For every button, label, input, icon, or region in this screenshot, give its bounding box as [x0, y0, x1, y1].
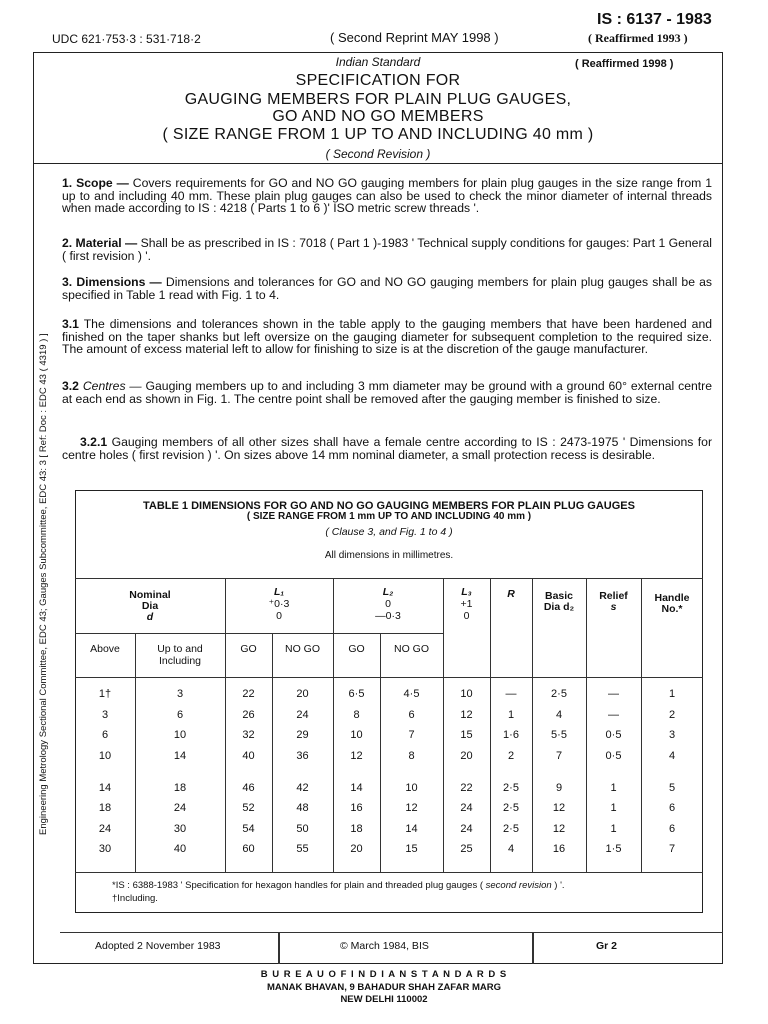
table-clause: ( Clause 3, and Fig. 1 to 4 )	[325, 526, 453, 538]
table-cell: 14	[405, 823, 418, 835]
head-l3-tol-upper: +1	[460, 598, 473, 610]
table-cell: 14	[173, 750, 187, 762]
table-cell: 12	[552, 802, 566, 814]
table-cell: 7	[668, 843, 676, 855]
section-dimensions-heading: 3. Dimensions —	[62, 275, 162, 289]
bis-city: NEW DELHI 110002	[340, 994, 428, 1005]
table-cell: 6	[408, 709, 415, 721]
section-scope-text: Covers requirements for GO and NO GO gauging members for plain plug gauges in the size range from 1 up to and including 40 mm. These plain plug gauges can also be used to check the minor diameter of internal threads when made according to IS : 4218 ( Parts 1 to 6 )' ISO metric screw threads '.	[62, 176, 713, 215]
table-cell: 16	[350, 802, 363, 814]
head-l1-go: GO	[240, 643, 257, 655]
section-dimensions-text: Dimensions and tolerances for GO and NO GO gauging members for plain plug gauges shall be as specified in Table 1 read with Fig. 1 to 4.	[62, 275, 713, 302]
adopted-date: Adopted 2 November 1983	[95, 940, 221, 952]
footnote-1-italic: second revision	[485, 880, 552, 891]
table-cell: 26	[242, 709, 255, 721]
head-dia: Dia	[141, 600, 159, 612]
table-cell: 24	[296, 709, 309, 721]
section-3-1	[62, 318, 712, 356]
table-cell: 24	[98, 823, 112, 835]
section-3-1-heading: 3.1	[62, 317, 79, 331]
table-cell: 40	[173, 843, 187, 855]
table-footnote-2: †Including.	[112, 893, 158, 904]
table-footnote-1	[112, 880, 565, 891]
indian-standard-label: Indian Standard	[335, 55, 421, 69]
table-cell: 12	[350, 750, 363, 762]
head-r: R	[507, 588, 515, 600]
table-cell: —	[608, 709, 619, 721]
table-cell: 3	[668, 729, 676, 741]
table-cell: 2	[668, 709, 676, 721]
table-cell: 46	[242, 782, 255, 794]
table-cell: 30	[98, 843, 112, 855]
head-relief: Relief	[599, 590, 628, 602]
table-rule-header-bottom	[75, 677, 703, 678]
table-cell: 1	[507, 709, 515, 721]
table-cell: 15	[460, 729, 473, 741]
head-upto: Up to and	[157, 643, 203, 655]
head-l1-tol-upper: ⁺0·3	[268, 598, 290, 610]
committee-side-note: Engineering Metrology Sectional Committee, EDC 43; Gauges Subcommittee, EDC 43: 3 [ Ref: Doc : EDC 43 ( 4319 ) ]	[38, 333, 49, 835]
section-3-2-heading: 3.2	[62, 379, 79, 393]
table-cell: 10	[98, 750, 112, 762]
table-cell: 1†	[98, 688, 112, 700]
table-cell: 20	[460, 750, 473, 762]
head-l1-tol-lower: 0	[276, 610, 282, 622]
table-cell: 52	[242, 802, 255, 814]
section-3-2-text: Gauging members up to and including 3 mm diameter may be ground with a ground 60° external centre at each end as shown in Fig. 1. The centre point shall be removed after the gauging member is finished to size.	[62, 379, 712, 406]
title-line-2: GAUGING MEMBERS FOR PLAIN PLUG GAUGES,	[184, 91, 572, 108]
table-cell: 1	[668, 688, 676, 700]
head-l1: L₁	[273, 586, 285, 598]
table-cell: 2·5	[503, 782, 519, 794]
price-group: Gr 2	[596, 940, 618, 952]
section-3-2-1	[62, 436, 712, 461]
footer-rule-top	[60, 932, 723, 933]
section-3-2-1-text: Gauging members of all other sizes shall have a female centre according to IS : 2473-1975 ' Dimensions for centre holes ( first revision ) '. On sizes above 14 mm nominal diameter, a small protection recess is desirable.	[62, 435, 713, 462]
table-cell: 22	[460, 782, 473, 794]
table-cell: 0·5	[605, 750, 622, 762]
head-basic: Basic	[544, 590, 574, 602]
head-l2-tol-upper: 0	[385, 598, 391, 610]
table-cell: 12	[405, 802, 418, 814]
table-cell: 50	[296, 823, 309, 835]
table-cell: 9	[555, 782, 563, 794]
head-handle: Handle	[654, 592, 690, 604]
table-cell: —	[608, 688, 619, 700]
table-cell: 5	[668, 782, 676, 794]
table-cell: 7	[555, 750, 563, 762]
table-cell: 48	[296, 802, 309, 814]
table-cell: 3	[101, 709, 109, 721]
table-cell: 10	[173, 729, 187, 741]
table-cell: 60	[242, 843, 255, 855]
table-title: TABLE 1 DIMENSIONS FOR GO AND NO GO GAUGING MEMBERS FOR PLAIN PLUG GAUGES	[143, 500, 635, 512]
head-nominal: Nominal	[129, 589, 171, 601]
section-3-2-1-heading: 3.2.1	[80, 435, 108, 449]
table-cell: 16	[552, 843, 566, 855]
table-cell: 4	[555, 709, 563, 721]
table-cell: 1	[610, 782, 617, 794]
table-cell: 22	[242, 688, 255, 700]
table-cell: 4·5	[403, 688, 420, 700]
footnote-1-text: *IS : 6388-1983 ' Specification for hexagon handles for plain and threaded plug gauges (	[112, 880, 483, 891]
table-cell: 3	[176, 688, 184, 700]
title-line-3: GO AND NO GO MEMBERS	[272, 108, 484, 125]
table-cell: 18	[173, 782, 187, 794]
head-including: Including	[158, 655, 202, 667]
table-cell: 1	[610, 823, 617, 835]
table-cell: 54	[242, 823, 255, 835]
head-l3: L₃	[461, 586, 472, 598]
table-cell: 36	[296, 750, 309, 762]
head-l2: L₂	[382, 586, 394, 598]
table-rule-bottom	[75, 872, 703, 873]
table-cell: 6	[176, 709, 184, 721]
head-l2-nogo: NO GO	[393, 643, 429, 655]
table-cell: 10	[460, 688, 473, 700]
table-cell: 12	[552, 823, 566, 835]
footnote-1-end: ) '.	[554, 880, 565, 891]
section-3-1-text: The dimensions and tolerances shown in the table apply to the gauging members that have been hardened and finished on the taper shanks but left oversize on the gauging diameter for subsequent completion to the required size. The amount of excess material left to allow for finishing to size is at the discretion of the gauge manufacturer.	[62, 317, 712, 356]
head-d: d	[146, 611, 154, 623]
copyright-note: © March 1984, BIS	[340, 940, 429, 952]
table-cell: 24	[173, 802, 187, 814]
head-basic-dia: Dia d₂	[543, 601, 575, 613]
section-scope	[62, 177, 712, 215]
table-rule-top	[75, 578, 703, 579]
table-cell: 6	[668, 802, 676, 814]
table-cell: 6	[668, 823, 676, 835]
table-cell: 6	[101, 729, 109, 741]
section-dimensions	[62, 276, 712, 301]
head-l1-nogo: NO GO	[284, 643, 320, 655]
table-cell: 2	[507, 750, 515, 762]
title-line-1: SPECIFICATION FOR	[295, 72, 461, 89]
table-cell: 32	[242, 729, 255, 741]
table-cell: 14	[350, 782, 363, 794]
section-scope-heading: 1. Scope —	[62, 176, 129, 190]
table-cell: 8	[353, 709, 360, 721]
table-cell: 2·5	[503, 802, 519, 814]
table-cell: 2·5	[503, 823, 519, 835]
head-above: Above	[90, 643, 120, 655]
reaffirmed-box: ( Reaffirmed 1998 )	[575, 58, 674, 70]
table-cell: 0·5	[605, 729, 622, 741]
bis-address: MANAK BHAVAN, 9 BAHADUR SHAH ZAFAR MARG	[267, 982, 501, 993]
table-cell: 10	[350, 729, 363, 741]
table-cell: 29	[296, 729, 309, 741]
table-cell: 6·5	[348, 688, 365, 700]
table-cell: 2·5	[551, 688, 567, 700]
table-cell: 18	[98, 802, 112, 814]
table-cell: 1·5	[605, 843, 622, 855]
table-cell: 1·6	[503, 729, 519, 741]
table-cell: 24	[460, 802, 473, 814]
table-cell: 20	[296, 688, 309, 700]
reaffirmed-top: ( Reaffirmed 1993 )	[588, 31, 688, 45]
footer-divider	[532, 932, 534, 964]
section-3-2-title: Centres —	[82, 379, 142, 393]
table-cell: 5·5	[551, 729, 567, 741]
table-cell: 8	[408, 750, 415, 762]
table-cell: 25	[460, 843, 473, 855]
table-subtitle: ( SIZE RANGE FROM 1 mm UP TO AND INCLUDING 40 mm )	[246, 511, 532, 522]
table-rule-subhead	[75, 633, 443, 634]
reprint-note: ( Second Reprint MAY 1998 )	[330, 30, 499, 45]
table-cell: 7	[408, 729, 415, 741]
table-cell: 4	[507, 843, 515, 855]
table-cell: 42	[296, 782, 309, 794]
table-cell: 55	[296, 843, 309, 855]
footer-divider	[278, 932, 280, 964]
head-l2-tol-lower: —0·3	[375, 610, 401, 622]
bis-name: B U R E A U O F I N D I A N S T A N D A R D S	[260, 969, 508, 980]
table-units: All dimensions in millimetres.	[324, 550, 454, 561]
head-l3-tol-lower: 0	[463, 610, 470, 622]
table-cell: —	[505, 688, 517, 700]
is-number: IS : 6137 - 1983	[597, 11, 712, 28]
table-cell: 20	[350, 843, 363, 855]
head-handle-no: No.*	[661, 603, 683, 615]
table-cell: 1	[610, 802, 617, 814]
table-cell: 30	[173, 823, 187, 835]
udc-code: UDC 621·753·3 : 531·718·2	[52, 32, 201, 46]
table-cell: 10	[405, 782, 418, 794]
table-cell: 24	[460, 823, 473, 835]
head-relief-s: s	[610, 601, 617, 613]
table-cell: 15	[405, 843, 418, 855]
head-l2-go: GO	[348, 643, 365, 655]
section-material-text: Shall be as prescribed in IS : 7018 ( Part 1 )-1983 ' Technical supply conditions for gauges: Part 1 General ( first revision ) '.	[62, 236, 713, 263]
table-cell: 4	[668, 750, 676, 762]
title-line-4: ( SIZE RANGE FROM 1 UP TO AND INCLUDING 40 mm )	[162, 126, 594, 143]
table-cell: 40	[242, 750, 255, 762]
section-3-2	[62, 380, 712, 405]
table-cell: 18	[350, 823, 363, 835]
table-cell: 14	[98, 782, 112, 794]
revision-label: ( Second Revision )	[325, 147, 431, 161]
section-material	[62, 237, 712, 262]
section-material-heading: 2. Material —	[62, 236, 138, 250]
table-cell: 12	[460, 709, 473, 721]
